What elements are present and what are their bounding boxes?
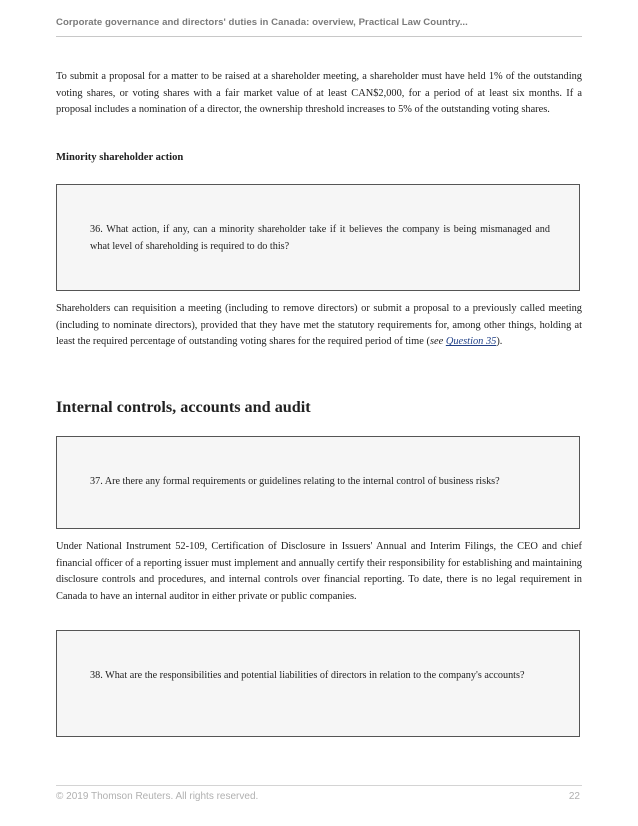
question-37-text: 37. Are there any formal requirements or guidelines relating to the internal control of business risks? bbox=[90, 476, 500, 487]
question-box-36 bbox=[56, 184, 580, 291]
footer-page-number: 22 bbox=[568, 791, 580, 802]
see-word: see bbox=[429, 336, 444, 348]
running-header: Corporate governance and directors' duties in Canada: overview, Practical Law Country... bbox=[56, 17, 468, 28]
header-rule bbox=[56, 36, 582, 37]
paragraph-requisition-end: ). bbox=[496, 336, 503, 348]
question-38-text: 38. What are the responsibilities and potential liabilities of directors in relation to the company's accounts? bbox=[90, 670, 525, 681]
subheading-minority-shareholder-action: Minority shareholder action bbox=[56, 152, 184, 163]
question-box-38 bbox=[56, 630, 580, 737]
question-box-37 bbox=[56, 436, 580, 529]
footer-rule bbox=[56, 785, 582, 786]
footer-copyright: © 2019 Thomson Reuters. All rights reserved. bbox=[56, 791, 259, 802]
paragraph-proposal-threshold: To submit a proposal for a matter to be raised at a shareholder meeting, a shareholder must have held 1% of the outstanding voting shares, or voting shares with a fair market value of at least CAN$2,000, for a period of at least six months. If a proposal includes a nomination of a director, the ownership threshold increases to 5% of the outstanding voting shares. bbox=[56, 71, 582, 116]
question-35-link[interactable]: Question 35 bbox=[445, 336, 497, 348]
section-heading-internal-controls: Internal controls, accounts and audit bbox=[56, 398, 311, 416]
question-36-text: 36. What action, if any, can a minority shareholder take if it believes the company is being mismanaged and what level of shareholding is required to do this? bbox=[90, 224, 550, 252]
paragraph-requisition-main: Shareholders can requisition a meeting (including to remove directors) or submit a proposal to a previously called meeting (including to nominate directors), provided that they have met the statutory requirements for, among other things, holding at least the required percentage of outstanding voting shares for the required period of time ( bbox=[56, 303, 582, 348]
paragraph-ni-52-109: Under National Instrument 52-109, Certification of Disclosure in Issuers' Annual and Interim Filings, the CEO and chief financial officer of a reporting issuer must implement and annually certify their responsibility for establishing and maintaining disclosure controls and procedures, and internal controls over financial reporting. To date, there is no legal requirement in Canada to have an internal auditor in either private or public companies. bbox=[56, 541, 582, 602]
paragraph-requisition bbox=[56, 301, 582, 351]
